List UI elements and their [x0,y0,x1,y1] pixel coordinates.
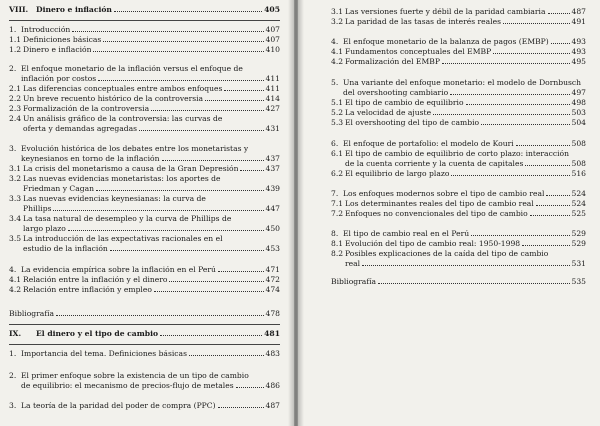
page-number: 493 [571,37,586,46]
page-number: 437 [265,153,280,163]
entry-title: Evolución histórica de los debates entre los monetaristas y [21,144,249,153]
toc-entry-line [9,124,280,133]
dot-leader [471,235,569,236]
entry-title: Enfoques no convencionales del tipo de cambio [345,209,528,218]
page-number: 439 [265,183,280,193]
bibliography-entry [9,309,280,318]
entry-title: El enfoque monetario de la balanza de pagos (EMBP) [343,37,549,46]
toc-entry-line [9,214,280,223]
entry-title: Importancia del tema. Definiciones básicas [21,349,187,358]
dot-leader [522,245,569,246]
section-rule [9,20,280,21]
toc-entry-line [9,204,280,213]
entry-title: La crisis del monetarismo a causa de la Gran Depresión [23,164,239,173]
toc-entry [331,169,586,178]
page-number: 524 [571,199,586,208]
entry-title: Las nuevas evidencias keynesianas: la curva de [23,194,206,203]
page-number: 427 [265,104,280,113]
entry-number: 7. [331,189,339,198]
entry-title: La tasa natural de desempleo y la curva de Phillips de [23,214,232,223]
entry-title-continued: Phillips [23,203,52,213]
toc-entry [331,189,586,198]
entry-number: 4.1 [9,275,22,284]
dot-leader [378,283,569,284]
entry-title: Relación entre la inflación y el dinero [23,275,168,284]
entry-title: Bibliografía [9,309,55,318]
toc-entry-line [9,114,280,123]
dot-leader [98,80,263,81]
toc-entry [9,275,280,284]
toc-entry [9,349,280,358]
entry-number: 5.1 [331,98,344,107]
dot-leader [548,13,570,14]
page-number: 525 [571,209,586,218]
dot-leader [162,160,264,161]
page-number: 453 [265,243,280,253]
entry-title: El equilibrio de largo plazo [345,169,450,178]
dot-leader [205,100,263,101]
toc-entry-line [9,174,280,183]
entry-number: 3.2 [331,17,344,26]
dot-leader [218,407,264,408]
toc-entry [331,139,586,148]
toc-entry [331,239,586,248]
toc-entry [331,17,586,26]
page-number: 407 [265,35,280,44]
entry-title: Dinero e inflación [36,5,112,14]
dot-leader [433,114,569,115]
entry-title: La paridad de las tasas de interés reales [345,17,501,26]
entry-title-continued: keynesianos en torno de la inflación [21,153,160,163]
page-number: 487 [265,401,280,410]
entry-title: Las diferencias conceptuales entre ambos enfoques [23,84,223,93]
dot-leader [169,281,263,282]
entry-number: 7.1 [331,199,344,208]
entry-title: El enfoque de portafolio: el modelo de Kouri [343,139,514,148]
toc-entry-line [331,78,586,87]
entry-number: 2. [9,64,17,73]
toc-entry-line [331,259,586,268]
dot-leader [93,51,263,52]
entry-number: 3. [9,144,17,153]
entry-number: 5.3 [331,118,344,127]
chapter-entry [9,329,280,338]
page-number: 498 [571,98,586,107]
page-number: 471 [265,265,280,274]
entry-title-continued: inflación por costos [21,73,97,83]
dot-leader [53,210,263,211]
entry-title: Bibliografía [331,277,377,286]
entry-title-continued: de la cuenta corriente y la cuenta de capitales [345,158,524,168]
entry-number: 3.1 [9,164,22,173]
entry-number: 1.2 [9,45,22,54]
toc-entry-line [9,64,280,73]
toc-entry [331,229,586,238]
page-number: 491 [571,17,586,26]
entry-title-continued: largo plazo [23,223,66,233]
dot-leader [72,31,263,32]
entry-title: El primer enfoque sobre la existencia de un tipo de cambio [21,371,249,380]
dot-leader [503,23,570,24]
entry-title: Un breve recuento histórico de la controversia [23,94,204,103]
entry-number: 5.2 [331,108,344,117]
entry-title: La velocidad de ajuste [345,108,432,117]
page-number: 411 [265,73,280,83]
toc-entry [331,57,586,66]
page-number: 407 [265,25,280,34]
toc-entry [331,47,586,56]
dot-leader [224,90,263,91]
page-number: 516 [571,169,586,178]
entry-number: 4.1 [331,47,344,56]
entry-number: 8.1 [331,239,344,248]
bibliography-entry [331,277,586,286]
entry-number: 8.2 [331,249,344,258]
entry-number: 4.2 [331,57,344,66]
toc-entry-line [9,154,280,163]
entry-title: Las nuevas evidencias monetaristas: los aportes de [23,174,221,183]
entry-title: La teoría de la paridad del poder de compra (PPC) [21,401,216,410]
entry-title: El tipo de cambio de equilibrio de corto plazo: interacción [345,149,569,158]
entry-title: Formalización de la controversia [23,104,150,113]
page-number: 495 [571,57,586,66]
toc-entry [9,265,280,274]
dot-leader [442,63,570,64]
page-number: 483 [265,349,280,358]
page-number: 481 [264,329,280,338]
entry-title: Dinero e inflación [23,45,92,54]
page-number: 437 [265,164,280,173]
entry-title: Los determinantes reales del tipo de cambio real [345,199,534,208]
entry-title: Posibles explicaciones de la caída del tipo de cambio [345,249,549,258]
entry-title: La introducción de las expectativas racionales en el [23,234,223,243]
entry-number: 3.3 [9,194,22,203]
dot-leader [103,41,263,42]
page-number: 508 [571,139,586,148]
entry-number: 3.2 [9,174,22,183]
dot-leader [114,11,262,12]
page-number: 411 [265,84,280,93]
dot-leader [96,190,263,191]
entry-number: 4. [331,37,339,46]
page-number: 410 [265,45,280,54]
dot-leader [139,130,263,131]
page-number: 503 [571,108,586,117]
entry-title: Los enfoques modernos sobre el tipo de cambio real [343,189,545,198]
entry-title: El tipo de cambio de equilibrio [345,98,464,107]
toc-entry-line [9,234,280,243]
dot-leader [536,205,570,206]
dot-leader [493,53,569,54]
page-number: 487 [571,7,586,16]
page-number: 414 [265,94,280,103]
toc-entry-line [331,149,586,158]
entry-number: 4. [9,265,17,274]
entry-title: Formalización del EMBP [345,57,440,66]
page-number: 529 [571,239,586,248]
dot-leader [236,387,264,388]
page-number: 529 [571,229,586,238]
entry-number: 7.2 [331,209,344,218]
entry-number: 3.4 [9,214,22,223]
entry-number: 3.1 [331,7,344,16]
toc-entry-line [9,224,280,233]
toc-entry [331,108,586,117]
section-rule [9,344,280,345]
entry-title: Definiciones básicas [23,35,102,44]
dot-leader [546,195,569,196]
page-number: 472 [265,275,280,284]
page-number: 504 [571,118,586,127]
page-number: 478 [265,309,280,318]
toc-entry [331,37,586,46]
toc-entry [9,164,280,173]
dot-leader [151,110,263,111]
entry-number: 8. [331,229,339,238]
toc-entry [9,285,280,294]
entry-number: 6.1 [331,149,344,158]
dot-leader [530,215,570,216]
dot-leader [551,43,570,44]
toc-entry-line [9,381,280,390]
toc-entry-line [9,184,280,193]
toc-entry-line [9,244,280,253]
entry-number: 4.2 [9,285,22,294]
dot-leader [450,94,569,95]
entry-number: 2.2 [9,94,22,103]
entry-number: 2. [9,371,17,380]
left-page [0,0,294,426]
entry-title-continued: de equilibrio: el mecanismo de precios-flujo de metales [21,380,234,390]
dot-leader [451,175,569,176]
toc-entry-line [9,74,280,83]
page-number: 447 [265,203,280,213]
toc-entry-line [9,371,280,380]
dot-leader [218,271,264,272]
dot-leader [154,291,264,292]
dot-leader [56,315,263,316]
page-number: 508 [571,158,586,168]
page-number: 405 [264,5,280,14]
entry-number: 2.1 [9,84,22,93]
entry-title-continued: del overshooting cambiario [343,87,449,97]
entry-number: 2.3 [9,104,22,113]
entry-title: El dinero y el tipo de cambio [36,329,159,338]
page-number: 493 [571,47,586,56]
dot-leader [110,250,264,251]
entry-number: 5. [331,78,339,87]
toc-entry [9,45,280,54]
entry-title: El overshooting del tipo de cambio [345,118,480,127]
dot-leader [240,170,263,171]
entry-number: 3. [9,401,17,410]
page-number: 450 [265,223,280,233]
entry-number: 3.5 [9,234,22,243]
chapter-entry [9,5,280,14]
book-gutter [288,0,304,426]
entry-number: 1.1 [9,35,22,44]
page-number: 497 [571,87,586,97]
dot-leader [160,335,262,336]
right-page [298,0,600,426]
toc-entry-line [331,88,586,97]
entry-number: VIII. [9,5,29,14]
entry-title-continued: oferta y demandas agregadas [23,123,138,133]
toc-entry [9,35,280,44]
section-rule [9,324,280,325]
entry-title-continued: estudio de la inflación [23,243,108,253]
entry-title: El tipo de cambio real en el Perú [343,229,470,238]
entry-title-continued: Friedman y Cagan [23,183,95,193]
entry-title: Una variante del enfoque monetario: el modelo de Dornbusch [343,78,582,87]
toc-entry-line [331,249,586,258]
entry-title: La evidencia empírica sobre la inflación en el Perú [21,265,216,274]
entry-number: 1. [9,25,17,34]
entry-number: 6. [331,139,339,148]
toc-entry [9,25,280,34]
toc-entry-line [331,159,586,168]
dot-leader [466,104,570,105]
page-number: 535 [571,277,586,286]
toc-entry [9,84,280,93]
entry-title: Fundamentos conceptuales del EMBP [345,47,492,56]
dot-leader [481,124,569,125]
toc-entry [331,98,586,107]
dot-leader [525,165,569,166]
dot-leader [516,145,570,146]
page-number: 486 [265,380,280,390]
entry-title: Introducción [21,25,71,34]
toc-entry [331,118,586,127]
dot-leader [68,230,264,231]
page-number: 524 [571,189,586,198]
entry-title: Relación entre inflación y empleo [23,285,152,294]
toc-entry [9,94,280,103]
entry-number: IX. [9,329,22,338]
page-number: 531 [571,258,586,268]
page-number: 474 [265,285,280,294]
entry-title: El enfoque monetario de la inflación versus el enfoque de [21,64,243,73]
toc-entry [331,209,586,218]
entry-title-continued: real [345,258,361,268]
entry-number: 6.2 [331,169,344,178]
toc-entry-line [9,144,280,153]
entry-number: 2.4 [9,114,22,123]
toc-entry-line [9,194,280,203]
toc-entry [9,401,280,410]
entry-title: Evolución del tipo de cambio real: 1950-1998 [345,239,521,248]
entry-title: Un análisis gráfico de la controversia: las curvas de [23,114,223,123]
dot-leader [189,355,264,356]
toc-entry [331,7,586,16]
page-number: 431 [265,123,280,133]
dot-leader [362,265,569,266]
entry-number: 1. [9,349,17,358]
entry-title: Las versiones fuerte y débil de la paridad cambiaria [345,7,546,16]
toc-entry [9,104,280,113]
toc-entry [331,199,586,208]
